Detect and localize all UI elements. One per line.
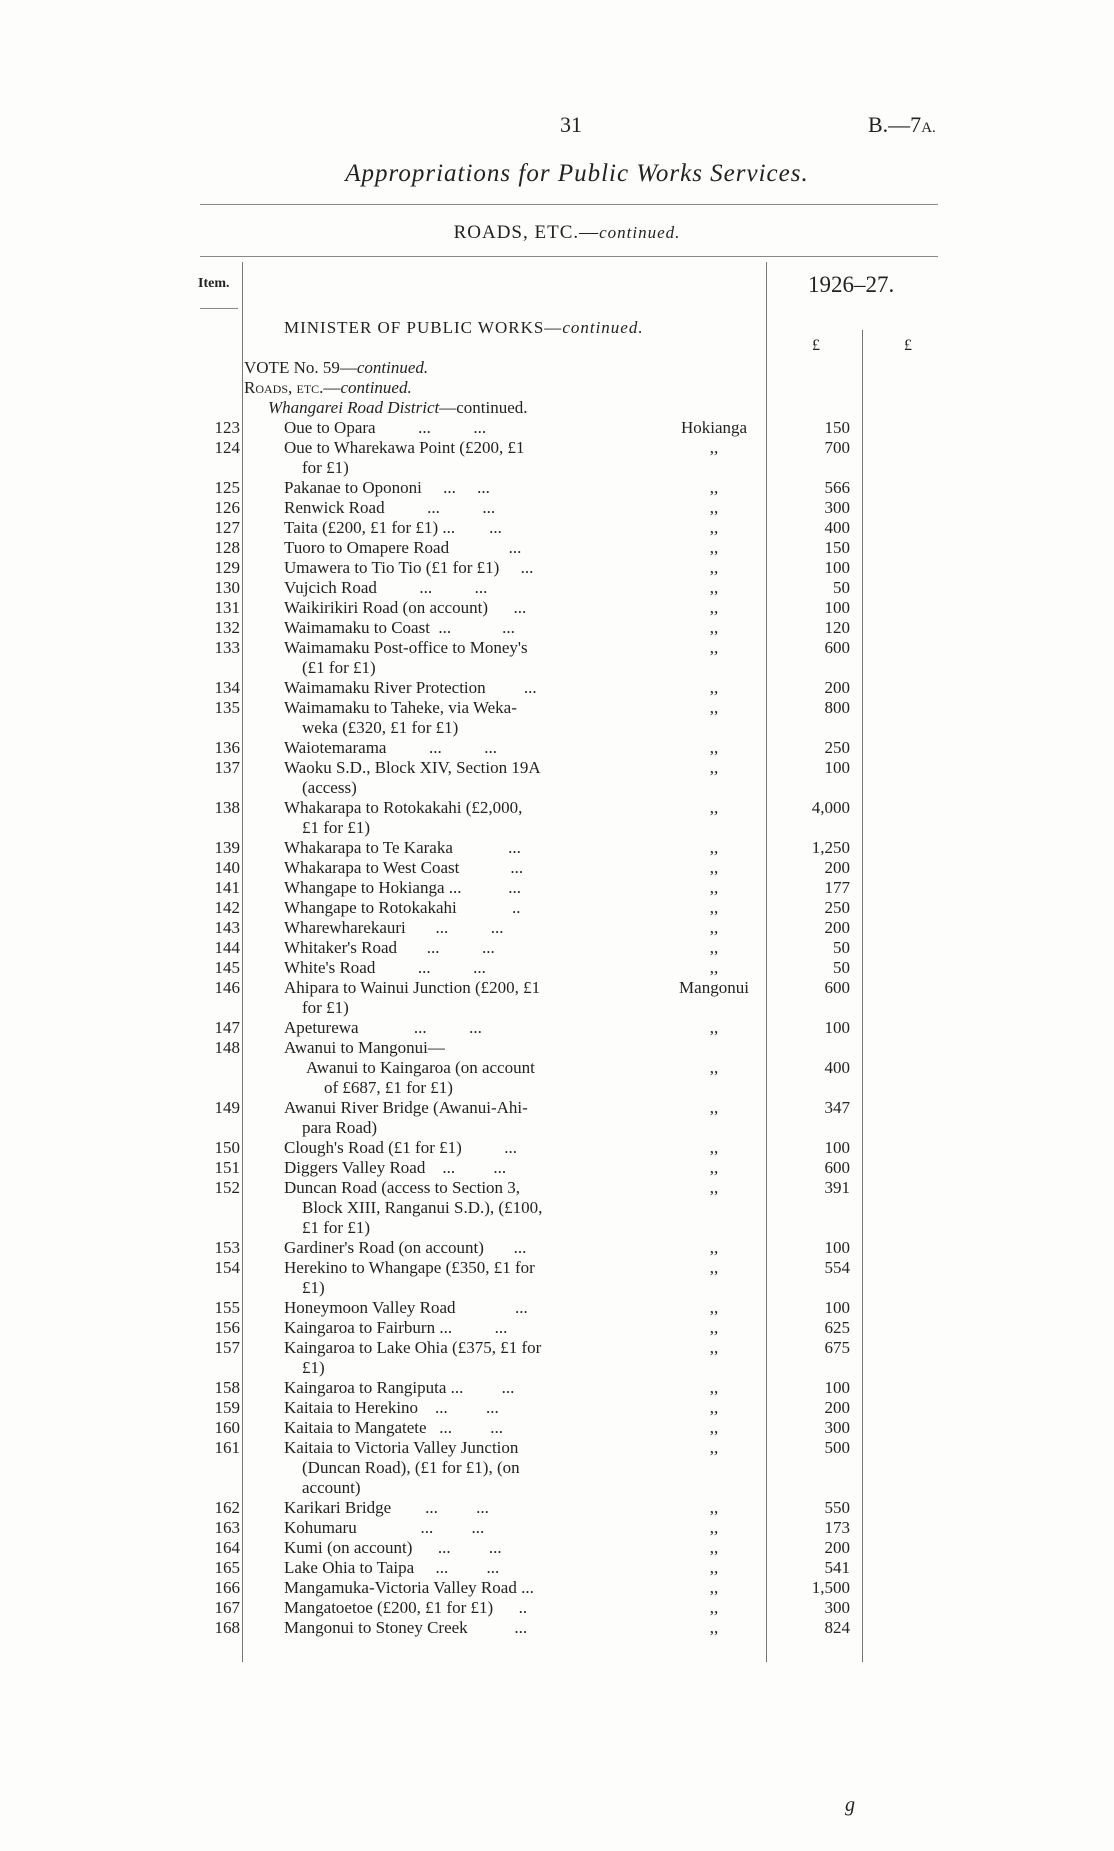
item-number: 140: [214, 858, 240, 877]
amount-value: 800: [824, 698, 850, 717]
county-district: ,,: [709, 698, 719, 717]
item-description: Kumi (on account) ... ...: [284, 1538, 502, 1557]
table-row: [0, 1258, 1114, 1298]
item-description: Awanui River Bridge (Awanui-Ahi-: [284, 1098, 528, 1117]
amount-value: 100: [824, 758, 850, 777]
item-description: for £1): [302, 458, 349, 477]
item-number: 164: [214, 1538, 240, 1557]
item-description: Duncan Road (access to Section 3,: [284, 1178, 521, 1197]
county-district: ,,: [709, 1418, 719, 1437]
item-description: Clough's Road (£1 for £1) ...: [284, 1138, 518, 1157]
amount-value: 1,500: [811, 1578, 850, 1597]
county-district: ,,: [709, 1558, 719, 1577]
item-number: 162: [214, 1498, 240, 1517]
item-number: 168: [214, 1618, 240, 1637]
amount-value: 100: [824, 1018, 850, 1037]
item-number: 133: [214, 638, 240, 657]
item-description: Waimamaku Post-office to Money's: [284, 638, 528, 657]
item-number: 144: [214, 938, 240, 957]
item-number: 143: [214, 918, 240, 937]
amount-value: 566: [824, 478, 850, 497]
amount-value: 300: [824, 498, 850, 517]
table-row: [0, 598, 1114, 618]
county-district: Mangonui: [679, 978, 749, 997]
amount-value: 675: [824, 1338, 850, 1357]
item-description: Renwick Road ... ...: [284, 498, 496, 517]
table-row: [0, 1298, 1114, 1318]
item-description: Kaitaia to Herekino ... ...: [284, 1398, 499, 1417]
item-description: Whangape to Rotokakahi ..: [284, 898, 521, 917]
item-description: (Duncan Road), (£1 for £1), (on: [302, 1458, 520, 1477]
amount-value: 625: [824, 1318, 850, 1337]
table-row: [0, 498, 1114, 518]
table-row: [0, 1318, 1114, 1338]
item-description: Waimamaku to Taheke, via Weka-: [284, 698, 517, 717]
amount-value: 300: [824, 1598, 850, 1617]
section-subtitle: ROADS, ETC.—continued.: [453, 222, 681, 243]
item-description: Whakarapa to Rotokakahi (£2,000,: [284, 798, 523, 817]
county-district: ,,: [709, 638, 719, 657]
county-district: ,,: [709, 938, 719, 957]
amount-value: 500: [824, 1438, 850, 1457]
vote-heading: VOTE No. 59—continued.: [244, 358, 429, 377]
county-district: ,,: [709, 878, 719, 897]
amount-value: 4,000: [811, 798, 850, 817]
county-district: ,,: [709, 738, 719, 757]
table-row: [0, 1438, 1114, 1498]
item-description: Awanui to Kaingaroa (on account: [306, 1058, 535, 1077]
item-description: Waimamaku to Coast ... ...: [284, 618, 515, 637]
item-description: Kaingaroa to Fairburn ... ...: [284, 1318, 508, 1337]
table-row: [0, 1498, 1114, 1518]
table-row: [0, 838, 1114, 858]
amount-value: 600: [824, 1158, 850, 1177]
county-district: ,,: [709, 438, 719, 457]
item-number: 166: [214, 1578, 240, 1597]
amount-value: 550: [824, 1498, 850, 1517]
item-number: 132: [214, 618, 240, 637]
amount-value: 250: [824, 738, 850, 757]
amount-value: 250: [824, 898, 850, 917]
county-district: ,,: [709, 1018, 719, 1037]
item-description: (access): [302, 778, 357, 797]
item-number: 128: [214, 538, 240, 557]
amount-value: 200: [824, 1538, 850, 1557]
table-top-rule: [200, 256, 938, 257]
county-district: ,,: [709, 538, 719, 557]
table-row: [0, 478, 1114, 498]
table-row: [0, 438, 1114, 478]
amount-value: 400: [824, 1058, 850, 1077]
item-description: Lake Ohia to Taipa ... ...: [284, 1558, 500, 1577]
item-number: 156: [214, 1318, 240, 1337]
table-row: [0, 1018, 1114, 1038]
item-number: 138: [214, 798, 240, 817]
table-row: [0, 938, 1114, 958]
item-description: (£1 for £1): [302, 658, 376, 677]
item-description: Pakanae to Opononi ... ...: [284, 478, 490, 497]
item-number: 126: [214, 498, 240, 517]
item-description: for £1): [302, 998, 349, 1017]
page-number: 31: [560, 112, 582, 137]
amount-value: 200: [824, 918, 850, 937]
item-number: 125: [214, 478, 240, 497]
table-row: [0, 698, 1114, 738]
item-number: 152: [214, 1178, 240, 1197]
item-description: Awanui to Mangonui—: [284, 1038, 445, 1057]
amount-value: 554: [824, 1258, 850, 1277]
county-district: ,,: [709, 558, 719, 577]
county-district: ,,: [709, 1178, 719, 1197]
county-district: ,,: [709, 1158, 719, 1177]
county-district: ,,: [709, 1398, 719, 1417]
county-district: ,,: [709, 1598, 719, 1617]
item-description: Herekino to Whangape (£350, £1 for: [284, 1258, 535, 1277]
county-district: ,,: [709, 598, 719, 617]
amount-value: 50: [833, 578, 850, 597]
item-description: Whangape to Hokianga ... ...: [284, 878, 521, 897]
item-description: Whakarapa to Te Karaka ...: [284, 838, 521, 857]
item-description: Waiotemarama ... ...: [284, 738, 497, 757]
county-district: ,,: [709, 798, 719, 817]
amount-value: 100: [824, 1138, 850, 1157]
item-description: Mangamuka-Victoria Valley Road ...: [284, 1578, 534, 1597]
item-number: 141: [214, 878, 240, 897]
document-reference: B.—7A.: [868, 112, 936, 137]
table-row: [0, 518, 1114, 538]
table-row: [0, 878, 1114, 898]
item-description: Karikari Bridge ... ...: [284, 1498, 489, 1517]
table-row: [0, 1238, 1114, 1258]
table-row: [0, 1378, 1114, 1398]
county-district: ,,: [709, 1438, 719, 1457]
county-district: ,,: [709, 1578, 719, 1597]
year-column-header: 1926–27.: [808, 272, 895, 297]
item-description: Gardiner's Road (on account) ...: [284, 1238, 527, 1257]
pound-unit-label: £: [812, 337, 820, 354]
amount-value: 100: [824, 558, 850, 577]
item-description: account): [302, 1478, 361, 1497]
item-description: Mangatoetoe (£200, £1 for £1) ..: [284, 1598, 528, 1617]
item-number: 129: [214, 558, 240, 577]
item-description: Taita (£200, £1 for £1) ... ...: [284, 518, 502, 537]
county-district: ,,: [709, 578, 719, 597]
amount-value: 50: [833, 938, 850, 957]
table-row: [0, 978, 1114, 1018]
county-district: Hokianga: [680, 418, 748, 437]
table-row: [0, 678, 1114, 698]
table-row: [0, 758, 1114, 798]
item-description: Ahipara to Wainui Junction (£200, £1: [284, 978, 541, 997]
item-number: 154: [214, 1258, 240, 1277]
table-row: [0, 418, 1114, 438]
item-number: 167: [214, 1598, 240, 1617]
item-description: Kaitaia to Mangatete ... ...: [284, 1418, 504, 1437]
table-row: [0, 1058, 1114, 1098]
table-row: [0, 1518, 1114, 1538]
table-row: [0, 578, 1114, 598]
table-row: [0, 1038, 1114, 1058]
amount-value: 700: [824, 438, 850, 457]
item-description: Diggers Valley Road ... ...: [284, 1158, 507, 1177]
table-row: [0, 898, 1114, 918]
item-number: 146: [214, 978, 240, 997]
table-row: [0, 1558, 1114, 1578]
amount-value: 200: [824, 858, 850, 877]
table-row: [0, 1598, 1114, 1618]
item-number: 130: [214, 578, 240, 597]
county-district: ,,: [709, 1318, 719, 1337]
table-row: [0, 858, 1114, 878]
county-district: ,,: [709, 678, 719, 697]
amount-value: 150: [824, 418, 850, 437]
item-number: 136: [214, 738, 240, 757]
county-district: ,,: [709, 1238, 719, 1257]
amount-value: 600: [824, 978, 850, 997]
county-district: ,,: [709, 898, 719, 917]
district-heading: Whangarei Road District—continued.: [268, 398, 528, 417]
amount-value: 177: [824, 878, 850, 897]
table-row: [0, 918, 1114, 938]
item-description: Kohumaru ... ...: [284, 1518, 485, 1537]
county-district: ,,: [709, 498, 719, 517]
table-row: [0, 1178, 1114, 1238]
table-row: [0, 1098, 1114, 1138]
item-number: 134: [214, 678, 240, 697]
item-number: 155: [214, 1298, 240, 1317]
item-number: 153: [214, 1238, 240, 1257]
item-description: Oue to Wharekawa Point (£200, £1: [284, 438, 525, 457]
amount-value: 100: [824, 598, 850, 617]
county-district: ,,: [709, 1498, 719, 1517]
pound-unit-label: £: [904, 337, 912, 354]
item-description: Waikirikiri Road (on account) ...: [284, 598, 527, 617]
table-row: [0, 1538, 1114, 1558]
item-number: 160: [214, 1418, 240, 1437]
county-district: ,,: [709, 918, 719, 937]
item-description: para Road): [302, 1118, 378, 1137]
item-description: Apeturewa ... ...: [284, 1018, 482, 1037]
county-district: ,,: [709, 1058, 719, 1077]
item-description: Wharewharekauri ... ...: [284, 918, 504, 937]
item-number: 124: [214, 438, 240, 457]
amount-value: 400: [824, 518, 850, 537]
amount-value: 600: [824, 638, 850, 657]
item-number: 165: [214, 1558, 240, 1577]
county-district: ,,: [709, 618, 719, 637]
item-description: Waimamaku River Protection ...: [284, 678, 537, 697]
county-district: ,,: [709, 1338, 719, 1357]
table-row: [0, 958, 1114, 978]
footer-mark: g: [845, 1794, 855, 1816]
amount-value: 541: [824, 1558, 850, 1577]
item-description: weka (£320, £1 for £1): [302, 718, 459, 737]
table-row: [0, 1158, 1114, 1178]
amount-value: 200: [824, 678, 850, 697]
county-district: ,,: [709, 758, 719, 777]
item-description: Waoku S.D., Block XIV, Section 19A: [284, 758, 541, 777]
item-description: Kaingaroa to Lake Ohia (£375, £1 for: [284, 1338, 542, 1357]
item-number: 158: [214, 1378, 240, 1397]
table-row: [0, 538, 1114, 558]
table-row: [0, 1398, 1114, 1418]
county-district: ,,: [709, 1258, 719, 1277]
item-description: of £687, £1 for £1): [324, 1078, 453, 1097]
item-column-header: Item.: [198, 276, 230, 291]
item-number: 157: [214, 1338, 240, 1357]
item-number: 131: [214, 598, 240, 617]
table-row: [0, 1138, 1114, 1158]
amount-value: 200: [824, 1398, 850, 1417]
table-row: [0, 558, 1114, 578]
title-rule: [200, 204, 938, 205]
item-description: £1 for £1): [302, 1218, 370, 1237]
item-description: White's Road ... ...: [284, 958, 486, 977]
county-district: ,,: [709, 958, 719, 977]
table-row: [0, 738, 1114, 758]
amount-value: 50: [833, 958, 850, 977]
amount-value: 347: [824, 1098, 850, 1117]
item-description: Umawera to Tio Tio (£1 for £1) ...: [284, 558, 534, 577]
table-row: [0, 1338, 1114, 1378]
county-district: ,,: [709, 1098, 719, 1117]
table-row: [0, 1618, 1114, 1638]
item-description: Mangonui to Stoney Creek ...: [284, 1618, 528, 1637]
county-district: ,,: [709, 1618, 719, 1637]
item-number: 161: [214, 1438, 240, 1457]
county-district: ,,: [709, 858, 719, 877]
item-number: 142: [214, 898, 240, 917]
item-number: 151: [214, 1158, 240, 1177]
table-row: [0, 638, 1114, 678]
item-number: 135: [214, 698, 240, 717]
item-number: 159: [214, 1398, 240, 1417]
amount-value: 173: [824, 1518, 850, 1537]
amount-value: 1,250: [811, 838, 850, 857]
item-description: Tuoro to Omapere Road ...: [284, 538, 522, 557]
item-number: 123: [214, 418, 240, 437]
item-number: 137: [214, 758, 240, 777]
item-number: 127: [214, 518, 240, 537]
county-district: ,,: [709, 838, 719, 857]
item-description: Vujcich Road ... ...: [284, 578, 488, 597]
amount-value: 100: [824, 1238, 850, 1257]
amount-value: 300: [824, 1418, 850, 1437]
item-description: Oue to Opara ... ...: [284, 418, 487, 437]
amount-value: 120: [824, 618, 850, 637]
item-description: Kaingaroa to Rangiputa ... ...: [284, 1378, 515, 1397]
item-description: Whitaker's Road ... ...: [284, 938, 495, 957]
table-row: [0, 1418, 1114, 1438]
item-description: Block XIII, Ranganui S.D.), (£100,: [302, 1198, 543, 1217]
county-district: ,,: [709, 478, 719, 497]
minister-heading: MINISTER OF PUBLIC WORKS—continued.: [284, 318, 644, 337]
item-number: 145: [214, 958, 240, 977]
item-description: Honeymoon Valley Road ...: [284, 1298, 528, 1317]
county-district: ,,: [709, 1538, 719, 1557]
item-description: £1): [302, 1358, 325, 1377]
amount-value: 100: [824, 1298, 850, 1317]
item-number: 139: [214, 838, 240, 857]
item-number: 148: [214, 1038, 240, 1057]
amount-value: 150: [824, 538, 850, 557]
roads-heading: Roads, etc.—continued.: [244, 378, 412, 397]
table-row: [0, 1578, 1114, 1598]
table-row: [0, 618, 1114, 638]
county-district: ,,: [709, 1518, 719, 1537]
item-description: Kaitaia to Victoria Valley Junction: [284, 1438, 519, 1457]
table-row: [0, 798, 1114, 838]
county-district: ,,: [709, 1138, 719, 1157]
item-number: 150: [214, 1138, 240, 1157]
item-description: £1 for £1): [302, 818, 370, 837]
county-district: ,,: [709, 1378, 719, 1397]
amount-value: 100: [824, 1378, 850, 1397]
county-district: ,,: [709, 1298, 719, 1317]
item-number: 163: [214, 1518, 240, 1537]
amount-value: 824: [824, 1618, 850, 1637]
item-number: 147: [214, 1018, 240, 1037]
item-description: Whakarapa to West Coast ...: [284, 858, 524, 877]
county-district: ,,: [709, 518, 719, 537]
page-title: Appropriations for Public Works Services.: [345, 160, 809, 187]
item-number: 149: [214, 1098, 240, 1117]
amount-value: 391: [824, 1178, 850, 1197]
item-header-rule: [200, 308, 238, 309]
item-description: £1): [302, 1278, 325, 1297]
